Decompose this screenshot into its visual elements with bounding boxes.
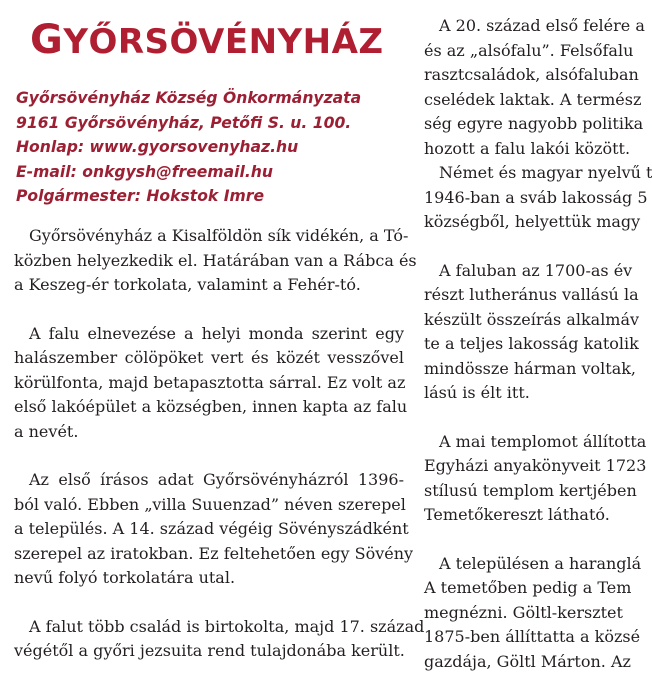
text-line: a nevét. <box>14 420 404 445</box>
page-title: GYŐRSÖVÉNYHÁZ <box>30 14 384 68</box>
text-line: Az első írásos adat Győrsövényházról 1396- <box>14 468 404 493</box>
text-line: A településen a haranglá <box>424 552 640 577</box>
paragraph-ownership <box>14 615 404 664</box>
text-line: A falut több család is birtokolta, majd 17. század <box>14 615 404 640</box>
contact-email[interactable]: E-mail: onkgysh@freemail.hu <box>16 160 416 185</box>
text-line: készült összeírás alkalmáv <box>424 308 640 333</box>
text-line: A mai templomot állította <box>424 430 640 455</box>
contact-block <box>16 86 416 209</box>
left-column <box>14 224 404 640</box>
contact-address: 9161 Győrsövényház, Petőfi S. u. 100. <box>16 111 416 136</box>
text-line: ból való. Ebben „villa Suuenzad” néven szerepel <box>14 493 404 518</box>
paragraph-first-record <box>14 468 404 591</box>
text-line: Temetőkereszt látható. <box>424 503 640 528</box>
paragraph-monuments <box>424 552 640 674</box>
text-line: ség egyre nagyobb politika <box>424 112 640 137</box>
text-line: hozott a falu lakói között. <box>424 137 640 162</box>
contact-mayor: Polgármester: Hokstok Imre <box>16 184 416 209</box>
text-line: A temetőben pedig a Tem <box>424 576 640 601</box>
text-line: A faluban az 1700-as év <box>424 259 640 284</box>
text-line: lású is élt itt. <box>424 381 640 406</box>
text-line: te a teljes lakosság katolik <box>424 332 640 357</box>
contact-website[interactable]: Honlap: www.gyorsovenyhaz.hu <box>16 135 416 160</box>
text-line: Német és magyar nyelvű t <box>424 161 640 186</box>
paragraph-name-origin <box>14 322 404 445</box>
text-line: Egyházi anyakönyveit 1723 <box>424 454 640 479</box>
text-line: részt lutheránus vallású la <box>424 283 640 308</box>
text-line: Győrsövényház a Kisalföldön sík vidékén, a Tó- <box>14 224 404 249</box>
text-line: és az „alsófalu”. Felsőfalu <box>424 39 640 64</box>
text-line: a település. A 14. század végéig Sövényszádként <box>14 517 404 542</box>
text-line: közben helyezkedik el. Határában van a Rábca és <box>14 249 404 274</box>
text-line: szerepel az iratokban. Ez feltehetően egy Sövény <box>14 542 404 567</box>
text-line: halászember cölöpöket vert és közét vesszővel <box>14 346 404 371</box>
text-line: nevű folyó torkolatára utal. <box>14 566 404 591</box>
text-line: cselédek laktak. A termész <box>424 88 640 113</box>
text-line: körülfonta, majd betapasztotta sárral. Ez volt az <box>14 371 404 396</box>
paragraph-religion <box>424 259 640 406</box>
text-line: községből, helyettük magy <box>424 210 640 235</box>
right-column <box>424 14 640 640</box>
paragraph-church <box>424 430 640 528</box>
text-line: gazdája, Göltl Márton. Az <box>424 650 640 674</box>
text-line: megnézni. Göltl-kersztet <box>424 601 640 626</box>
text-line: rasztcsaládok, alsófaluban <box>424 63 640 88</box>
contact-organization: Győrsövényház Község Önkormányzata <box>16 86 416 111</box>
paragraph-location <box>14 224 404 298</box>
text-line: A falu elnevezése a helyi monda szerint egy <box>14 322 404 347</box>
text-line: 1875-ben állíttatta a közsé <box>424 625 640 650</box>
text-line: első lakóépület a községben, innen kapta az falu <box>14 395 404 420</box>
paragraph-village-parts <box>424 14 640 161</box>
text-line: stílusú templom kertjében <box>424 479 640 504</box>
text-line: A 20. század első felére a <box>424 14 640 39</box>
text-line: 1946-ban a sváb lakosság 5 <box>424 186 640 211</box>
text-line: végétől a győri jezsuita rend tulajdonába került. <box>14 639 404 664</box>
text-line: mindössze hárman voltak, <box>424 357 640 382</box>
paragraph-language <box>424 161 640 235</box>
text-line: a Keszeg-ér torkolata, valamint a Fehér-tó. <box>14 273 404 298</box>
